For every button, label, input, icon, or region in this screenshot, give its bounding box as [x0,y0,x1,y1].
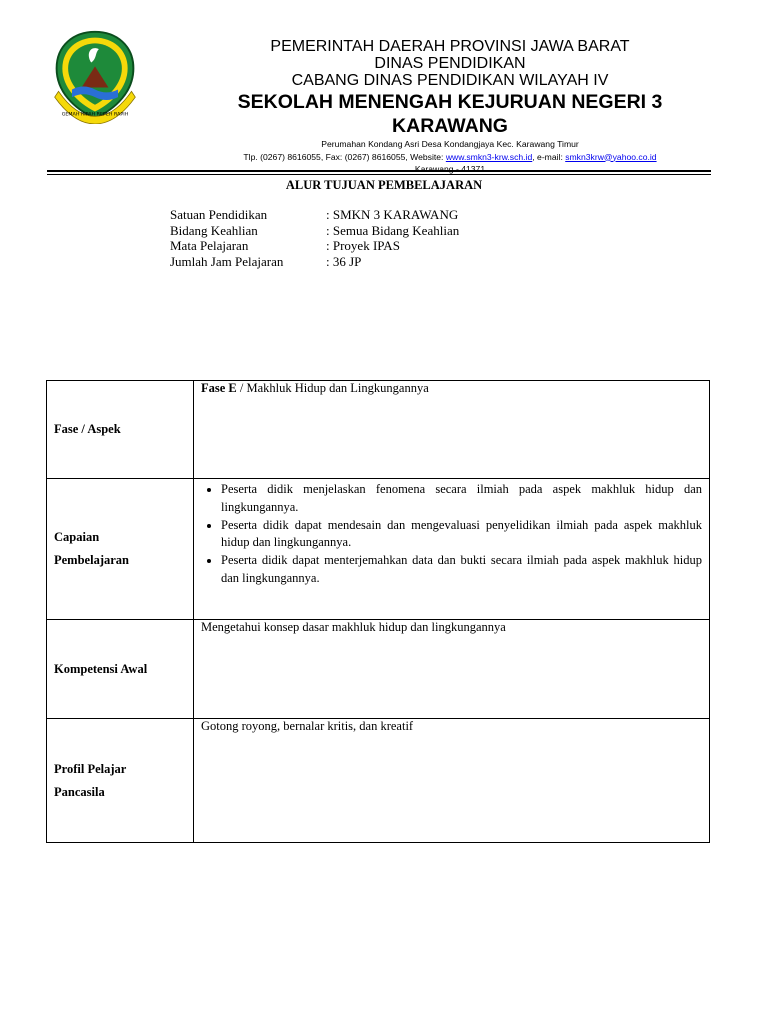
table-row-fase [47,381,710,479]
school-name-line1: SEKOLAH MENENGAH KEJURUAN NEGERI 3 [237,91,663,113]
email-link[interactable]: smkn3krw@yahoo.co.id [565,151,657,162]
info-row [170,238,459,254]
header-divider-thick [47,170,711,172]
info-row [170,207,459,223]
info-row [170,223,459,239]
west-java-emblem-logo [46,28,144,124]
info-row [170,254,459,270]
learning-objectives-table [46,380,710,843]
capaian-label-line2: Pembelajaran [54,553,129,567]
info-key: Mata Pelajaran [170,238,249,253]
kompetensi-value: Mengetahui konsep dasar makhluk hidup dan lingkungannya [194,620,710,719]
document-title: ALUR TUJUAN PEMBELAJARAN [285,178,483,192]
kompetensi-label: Kompetensi Awal [47,620,194,719]
capaian-label [47,479,194,620]
capaian-value [194,479,710,620]
header-divider-thin [47,174,711,175]
document-info [170,207,459,269]
fase-value [194,381,710,479]
info-key: Satuan Pendidikan [170,207,268,222]
table-row-capaian [47,479,710,620]
table-row-kompetensi [47,620,710,719]
website-link[interactable]: www.smkn3-krw.sch.id [445,151,533,162]
info-key: Jumlah Jam Pelajaran [170,253,284,269]
letterhead-text [150,38,750,175]
fase-value-rest: / Makhluk Hidup dan Lingkungannya [236,381,429,395]
school-contact [150,152,750,163]
school-city: Karawang - 41371 [414,164,486,174]
letterhead [0,0,768,180]
capaian-list [201,479,702,588]
school-name-line2: KARAWANG [392,115,508,137]
fase-label: Fase / Aspek [47,381,194,479]
contact-phone-fax: Tlp. (0267) 8616055, Fax: (0267) 8616055, Website: [243,151,446,162]
info-value: : 36 JP [326,253,362,269]
profil-label-line2: Pancasila [54,784,105,799]
info-key: Bidang Keahlian [170,222,258,238]
contact-separator: , e-mail: [532,151,566,162]
list-item: • Peserta didik dapat mendesain dan mengevaluasi penyelidikan ilmiah pada aspek makhluk hidup dan lingkungannya. [221,517,702,553]
info-value: : Semua Bidang Keahlian [326,222,460,238]
table-row-profil [47,719,710,843]
school-address: Perumahan Kondang Asri Desa Kondangjaya Kec. Karawang Timur [321,139,579,149]
list-item: • Peserta didik dapat menterjemahkan data dan bukti secara ilmiah pada aspek makhluk hidup dan lingkungannya. [221,552,702,588]
government-line: PEMERINTAH DAERAH PROVINSI JAWA BARAT [270,38,630,55]
svg-text:GEMAH RIPAH REPEH RAPIH: GEMAH RIPAH REPEH RAPIH [61,112,129,118]
branch-line: CABANG DINAS PENDIDIKAN WILAYAH IV [291,72,609,89]
profil-value: Gotong royong, bernalar kritis, dan kreatif [194,719,710,843]
profil-label [47,719,194,843]
capaian-label-line1: Capaian [54,530,100,544]
profil-label-line1: Profil Pelajar [54,761,127,776]
department-line: DINAS PENDIDIKAN [374,55,526,72]
list-item: • Peserta didik menjelaskan fenomena secara ilmiah pada aspek makhluk hidup dan lingkungannya. [221,481,702,517]
info-value: : SMKN 3 KARAWANG [326,207,459,222]
info-value: : Proyek IPAS [326,238,400,253]
fase-value-bold: Fase E [201,381,237,395]
